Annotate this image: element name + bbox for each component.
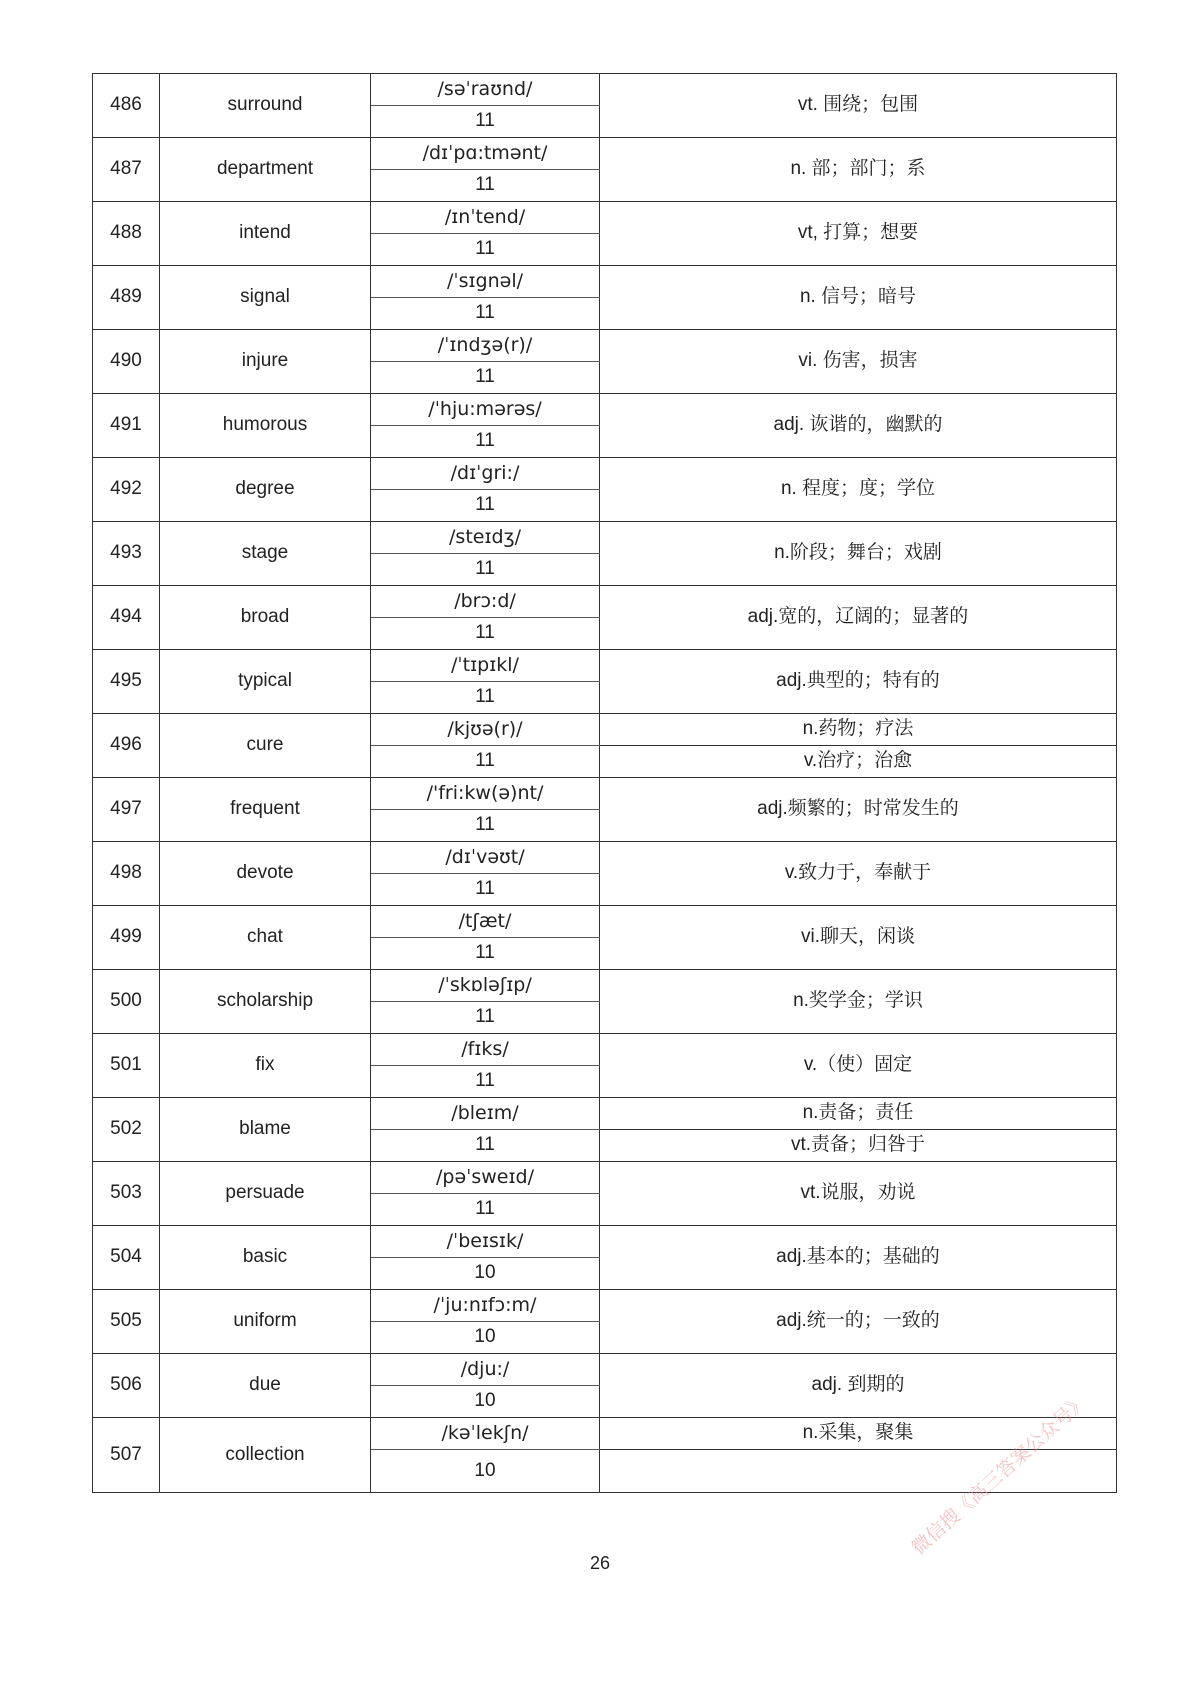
entry-phonetic: /pəˈsweɪd/ [371,1162,600,1194]
entry-word: broad [160,586,371,650]
entry-frequency: 11 [371,234,600,266]
table-row [93,1226,1117,1258]
entry-word: blame [160,1098,371,1162]
entry-meaning: vi.聊天，闲谈 [600,906,1117,970]
entry-word: persuade [160,1162,371,1226]
entry-frequency: 11 [371,746,600,778]
entry-frequency: 10 [371,1450,600,1493]
entry-number: 500 [93,970,160,1034]
entry-word: devote [160,842,371,906]
entry-frequency: 10 [371,1258,600,1290]
entry-phonetic: /ɪnˈtend/ [371,202,600,234]
entry-frequency: 11 [371,1066,600,1098]
entry-frequency: 11 [371,106,600,138]
entry-word: scholarship [160,970,371,1034]
entry-number: 506 [93,1354,160,1418]
entry-frequency: 11 [371,298,600,330]
entry-phonetic: /steɪdʒ/ [371,522,600,554]
table-row [93,1290,1117,1322]
entry-number: 504 [93,1226,160,1290]
table-row [93,778,1117,810]
entry-number: 501 [93,1034,160,1098]
entry-number: 495 [93,650,160,714]
entry-frequency: 11 [371,682,600,714]
entry-frequency: 11 [371,1194,600,1226]
entry-phonetic: /brɔ:d/ [371,586,600,618]
entry-number: 491 [93,394,160,458]
entry-word: collection [160,1418,371,1493]
entry-phonetic: /dɪˈgri:/ [371,458,600,490]
entry-meaning: adj.频繁的；时常发生的 [600,778,1117,842]
entry-phonetic: /'fri:kw(ə)nt/ [371,778,600,810]
entry-number: 486 [93,74,160,138]
entry-phonetic: /dɪˈpɑ:tmənt/ [371,138,600,170]
table-row [93,906,1117,938]
entry-word: due [160,1354,371,1418]
entry-meaning: vt.责备；归咎于 [600,1130,1117,1162]
entry-frequency: 11 [371,362,600,394]
entry-meaning: v.治疗；治愈 [600,746,1117,778]
entry-number: 490 [93,330,160,394]
table-row [93,1418,1117,1450]
entry-phonetic: /dɪˈvəʊt/ [371,842,600,874]
entry-number: 498 [93,842,160,906]
watermark: 微信搜《高三答案公众号》 [907,1390,1092,1560]
entry-frequency: 11 [371,490,600,522]
entry-word: injure [160,330,371,394]
entry-number: 487 [93,138,160,202]
entry-word: signal [160,266,371,330]
entry-phonetic: /ˈhju:mərəs/ [371,394,600,426]
table-row [93,1354,1117,1386]
entry-word: fix [160,1034,371,1098]
entry-phonetic: /səˈraʊnd/ [371,74,600,106]
entry-word: uniform [160,1290,371,1354]
entry-frequency: 11 [371,426,600,458]
entry-phonetic: /ˈbeɪsɪk/ [371,1226,600,1258]
entry-frequency: 11 [371,1130,600,1162]
entry-frequency: 10 [371,1386,600,1418]
entry-number: 497 [93,778,160,842]
entry-meaning: vi. 伤害，损害 [600,330,1117,394]
entry-meaning: v.致力于，奉献于 [600,842,1117,906]
entry-meaning: n.奖学金；学识 [600,970,1117,1034]
table-row [93,970,1117,1002]
table-row [93,522,1117,554]
entry-phonetic: /tʃæt/ [371,906,600,938]
entry-meaning: v.（使）固定 [600,1034,1117,1098]
entry-number: 496 [93,714,160,778]
entry-meaning: n.责备；责任 [600,1098,1117,1130]
entry-number: 507 [93,1418,160,1493]
table-row [93,458,1117,490]
entry-phonetic: /ˈju:nɪfɔ:m/ [371,1290,600,1322]
entry-word: cure [160,714,371,778]
entry-frequency: 11 [371,170,600,202]
entry-word: basic [160,1226,371,1290]
entry-meaning: n. 部；部门；系 [600,138,1117,202]
table-row [93,330,1117,362]
entry-frequency: 11 [371,554,600,586]
entry-meaning [600,1450,1117,1493]
entry-phonetic: /kjʊə(r)/ [371,714,600,746]
table-row [93,74,1117,106]
entry-word: intend [160,202,371,266]
page-number: 26 [589,1553,611,1573]
table-row [93,394,1117,426]
entry-phonetic: /bleɪm/ [371,1098,600,1130]
table-row [93,1162,1117,1194]
table-row [93,650,1117,682]
entry-number: 493 [93,522,160,586]
table-row [93,586,1117,618]
entry-word: humorous [160,394,371,458]
entry-meaning: adj. 诙谐的，幽默的 [600,394,1117,458]
entry-number: 499 [93,906,160,970]
entry-number: 503 [93,1162,160,1226]
entry-phonetic: /ˈskɒləʃɪp/ [371,970,600,1002]
entry-phonetic: /ˈsɪgnəl/ [371,266,600,298]
entry-number: 488 [93,202,160,266]
table-row [93,266,1117,298]
table-row [93,714,1117,746]
entry-frequency: 11 [371,810,600,842]
entry-number: 502 [93,1098,160,1162]
entry-meaning: adj.宽的，辽阔的；显著的 [600,586,1117,650]
entry-meaning: n.采集，聚集 [600,1418,1117,1450]
table-row [93,842,1117,874]
entry-number: 492 [93,458,160,522]
entry-phonetic: /fɪks/ [371,1034,600,1066]
entry-phonetic: /ˈɪndʒə(r)/ [371,330,600,362]
table-row [93,1098,1117,1130]
entry-meaning: adj.基本的；基础的 [600,1226,1117,1290]
entry-meaning: vt.说服，劝说 [600,1162,1117,1226]
entry-word: surround [160,74,371,138]
entry-meaning: adj.统一的；一致的 [600,1290,1117,1354]
entry-number: 494 [93,586,160,650]
entry-word: department [160,138,371,202]
entry-meaning: vt, 打算；想要 [600,202,1117,266]
entry-word: chat [160,906,371,970]
entry-number: 505 [93,1290,160,1354]
entry-frequency: 10 [371,1322,600,1354]
entry-meaning: vt. 围绕；包围 [600,74,1117,138]
entry-meaning: adj.典型的；特有的 [600,650,1117,714]
table-row [93,1034,1117,1066]
entry-frequency: 11 [371,618,600,650]
entry-word: degree [160,458,371,522]
entry-word: stage [160,522,371,586]
entry-meaning: n.阶段；舞台；戏剧 [600,522,1117,586]
table-row [93,138,1117,170]
vocabulary-table [92,73,1117,1493]
entry-number: 489 [93,266,160,330]
entry-meaning: n.药物；疗法 [600,714,1117,746]
entry-frequency: 11 [371,938,600,970]
entry-phonetic: /kəˈlekʃn/ [371,1418,600,1450]
entry-word: frequent [160,778,371,842]
entry-word: typical [160,650,371,714]
entry-frequency: 11 [371,1002,600,1034]
entry-frequency: 11 [371,874,600,906]
entry-meaning: n. 信号；暗号 [600,266,1117,330]
entry-phonetic: /dju:/ [371,1354,600,1386]
entry-phonetic: /ˈtɪpɪkl/ [371,650,600,682]
entry-meaning: adj. 到期的 [600,1354,1117,1418]
vocabulary-table-body [93,74,1117,1493]
table-row [93,202,1117,234]
entry-meaning: n. 程度；度；学位 [600,458,1117,522]
